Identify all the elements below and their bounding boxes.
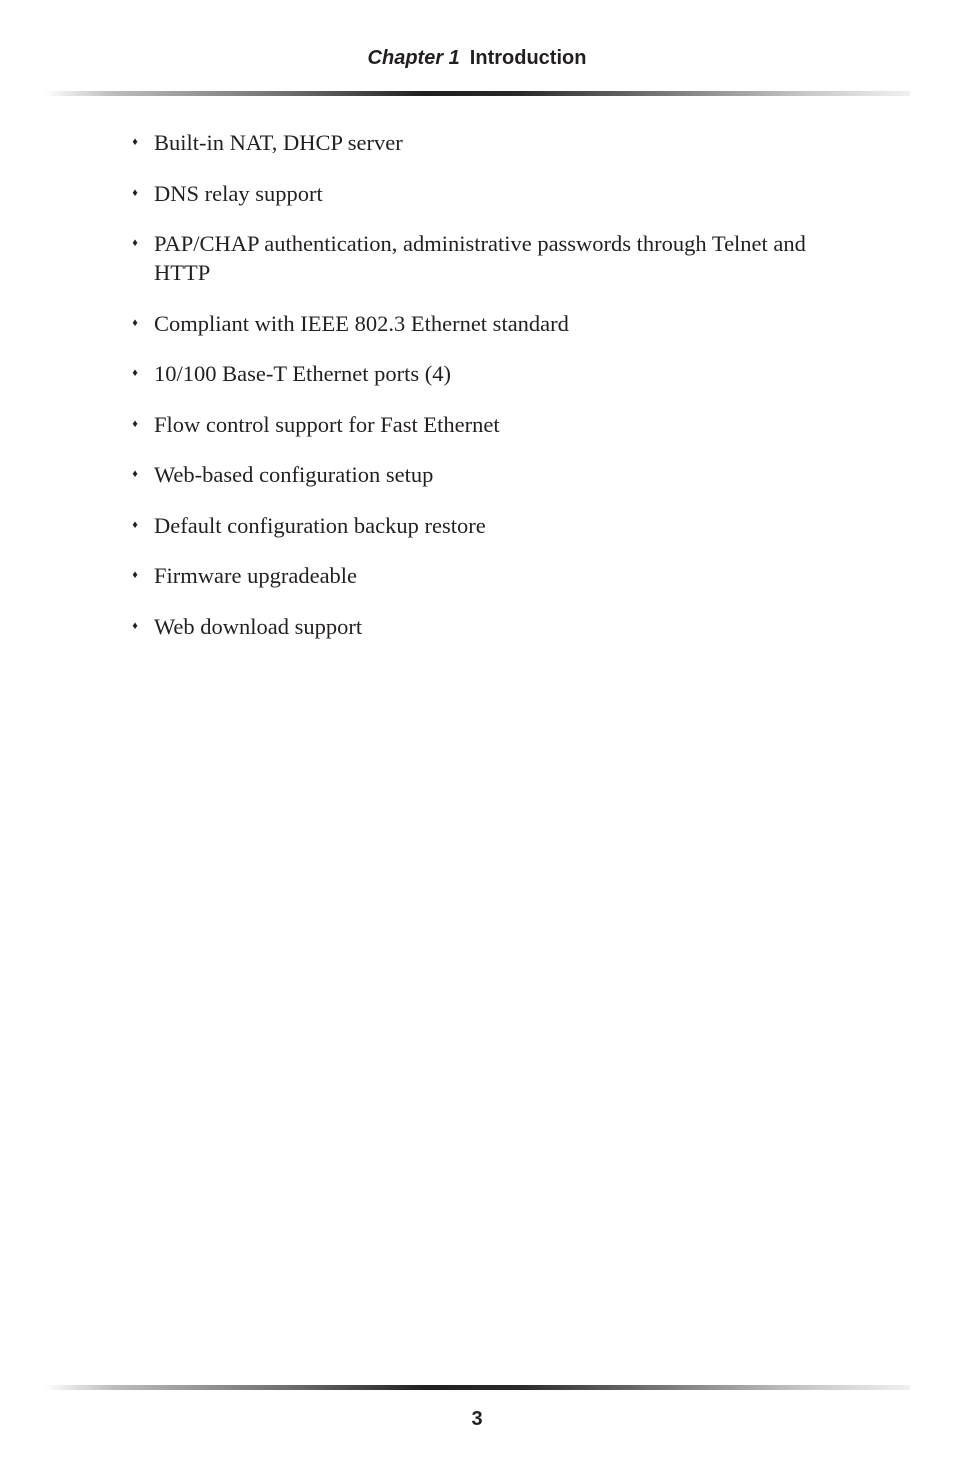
diamond-bullet-icon: ♦ [132, 237, 138, 249]
diamond-bullet-icon: ♦ [132, 186, 138, 199]
list-item [130, 612, 850, 641]
list-item [130, 561, 850, 590]
diamond-bullet-icon: ♦ [132, 569, 138, 581]
diamond-bullet-icon: ♦ [132, 518, 138, 531]
list-item [130, 229, 850, 287]
list-item [130, 309, 850, 338]
page-number: 3 [471, 1408, 483, 1430]
diamond-bullet-icon: ♦ [132, 367, 138, 379]
chapter-label: Chapter 1 [367, 47, 460, 69]
list-item-text: 10/100 Base-T Ethernet ports (4) [154, 361, 452, 386]
list-item [130, 460, 850, 489]
list-item [130, 128, 850, 157]
list-item-text: Built-in NAT, DHCP server [154, 130, 403, 155]
diamond-bullet-icon: ♦ [132, 619, 138, 632]
diamond-bullet-icon: ♦ [132, 316, 138, 329]
diamond-bullet-icon: ♦ [132, 468, 138, 480]
chapter-title: Introduction [469, 47, 587, 69]
list-item-text: Firmware upgradeable [154, 563, 358, 588]
list-item [130, 410, 850, 439]
list-item-text: Web-based configuration setup [154, 462, 434, 487]
list-item [130, 359, 850, 388]
list-item-text: DNS relay support [154, 180, 323, 206]
footer-rule [44, 1385, 910, 1390]
diamond-bullet-icon: ♦ [132, 136, 138, 148]
list-item-text: PAP/CHAP authentication, administrative passwords through Telnet and HTTP [154, 231, 806, 285]
list-item-text: Default configuration backup restore [154, 512, 486, 538]
list-item-text: Flow control support for Fast Ethernet [154, 411, 500, 437]
list-item-text: Web download support [154, 613, 363, 639]
list-item [130, 511, 850, 540]
feature-list [130, 128, 850, 662]
diamond-bullet-icon: ♦ [132, 417, 138, 430]
list-item [130, 179, 850, 208]
header-rule [44, 91, 910, 96]
list-item-text: Compliant with IEEE 802.3 Ethernet standard [154, 310, 569, 336]
running-header [0, 44, 954, 72]
